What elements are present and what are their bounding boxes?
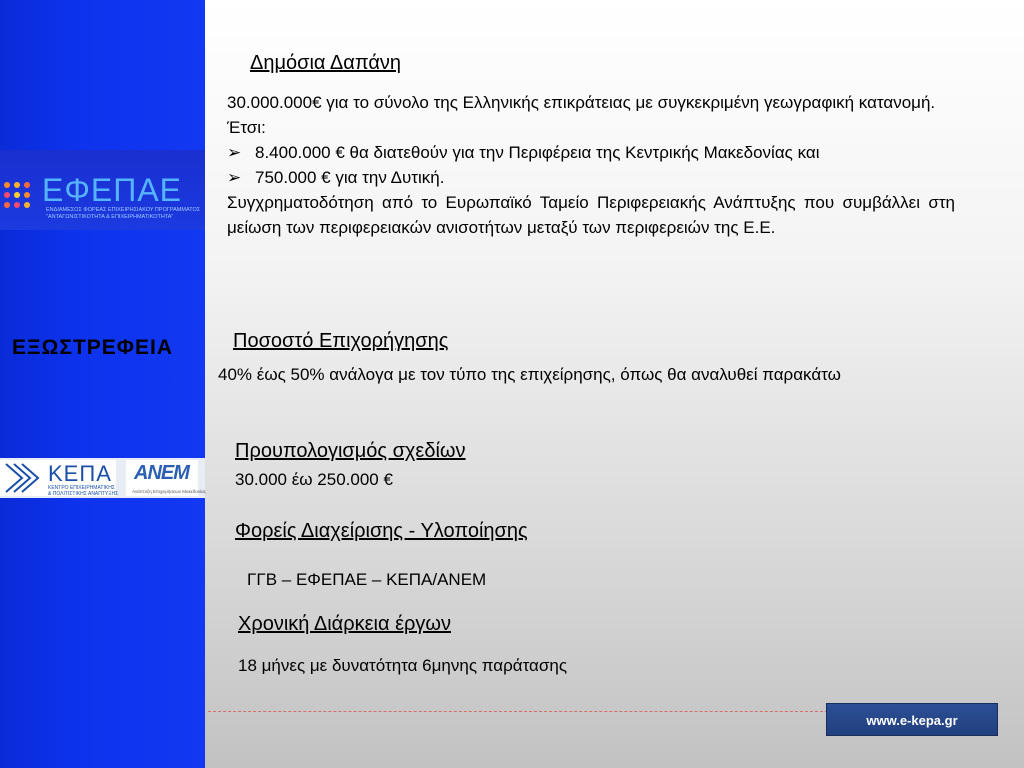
efepae-logo-subtitle-2: "ΑΝΤΑΓΩΝΙΣΤΙΚΟΤΗΤΑ & ΕΠΙΧΕΙΡΗΜΑΤΙΚΟΤΗΤΑ" xyxy=(46,214,174,220)
bullet-text-central-macedonia: 8.400.000 € θα διατεθούν για την Περιφέρεια της Κεντρικής Μακεδονίας και xyxy=(255,143,820,162)
bullet-text-western: 750.000 € για την Δυτική. xyxy=(255,168,445,187)
duration-text: 18 μήνες με δυνατότητα 6μηνης παράτασης xyxy=(238,656,568,675)
subsidy-rate-text: 40% έως 50% ανάλογα με τον τύπο της επιχείρησης, όπως θα αναλυθεί παρακάτω xyxy=(218,365,841,384)
public-spending-text: 30.000.000€ για το σύνολο της Ελληνικής επικράτειας με συγκεκριμένη γεωγραφική κατανομή. xyxy=(227,93,936,112)
anem-logo-subtitle: Ανάπτυξη Επιχειρήσεων Μακεδονίας xyxy=(132,489,206,494)
public-spending-intro: Έτσι: xyxy=(227,118,266,137)
kepa-logo-subtitle: ΚΕΝΤΡΟ ΕΠΙΧΕΙΡΗΜΑΤΙΚΗΣ xyxy=(48,485,115,491)
bullet-arrow-icon: ➢ xyxy=(227,143,242,162)
efepae-logo-word: ΕΦΕΠΑΕ xyxy=(42,172,183,208)
kepa-logo-word: ΚΕΠΑ xyxy=(48,461,112,486)
list-item xyxy=(227,140,955,165)
list-item xyxy=(227,165,955,190)
footer-divider xyxy=(208,711,828,712)
agencies-text: ΓΓΒ – ΕΦΕΠΑΕ – ΚΕΠΑ/ΑΝΕΜ xyxy=(247,570,487,589)
kepa-emblem-icon xyxy=(0,460,44,496)
heading-subsidy-rate: Ποσοστό Επιχορήγησης xyxy=(233,330,449,352)
cofinancing-text: Συγχρηματοδότηση από το Ευρωπαϊκό Ταμείο Περιφερειακής Ανάπτυξης που συμβάλλει στη μείωση των περιφερειακών ανισοτήτων μεταξύ των περιφερειών της Ε.Ε. xyxy=(227,193,955,237)
public-spending-block xyxy=(227,90,955,240)
kepa-logo-subtitle-2: & ΠΟΛΙΤΙΣΤΙΚΗΣ ΑΝΑΠΤΥΞΗΣ xyxy=(48,491,119,497)
budget-text: 30.000 έω 250.000 € xyxy=(235,470,393,489)
heading-public-spending: Δημόσια Δαπάνη xyxy=(250,52,402,74)
efepae-dots-icon xyxy=(4,182,40,218)
heading-duration: Χρονική Διάρκεια έργων xyxy=(238,613,451,635)
sidebar xyxy=(0,0,205,768)
heading-agencies: Φορείς Διαχείρισης - Υλοποίησης xyxy=(235,520,528,542)
bullet-arrow-icon: ➢ xyxy=(227,168,242,187)
anem-logo-word: ΑΝΕΜ xyxy=(134,462,189,484)
efepae-logo-subtitle: ΕΝΔΙΑΜΕΣΟΣ ΦΟΡΕΑΣ ΕΠΙΧΕΙΡΗΣΙΑΚΟΥ ΠΡΟΓΡΑΜΜΑΤΟΣ xyxy=(46,207,201,213)
website-link[interactable]: www.e-kepa.gr xyxy=(826,703,998,736)
section-label: ΕΞΩΣΤΡΕΦΕΙΑ xyxy=(12,336,174,359)
heading-budget: Προυπολογισμός σχεδίων xyxy=(235,440,466,462)
